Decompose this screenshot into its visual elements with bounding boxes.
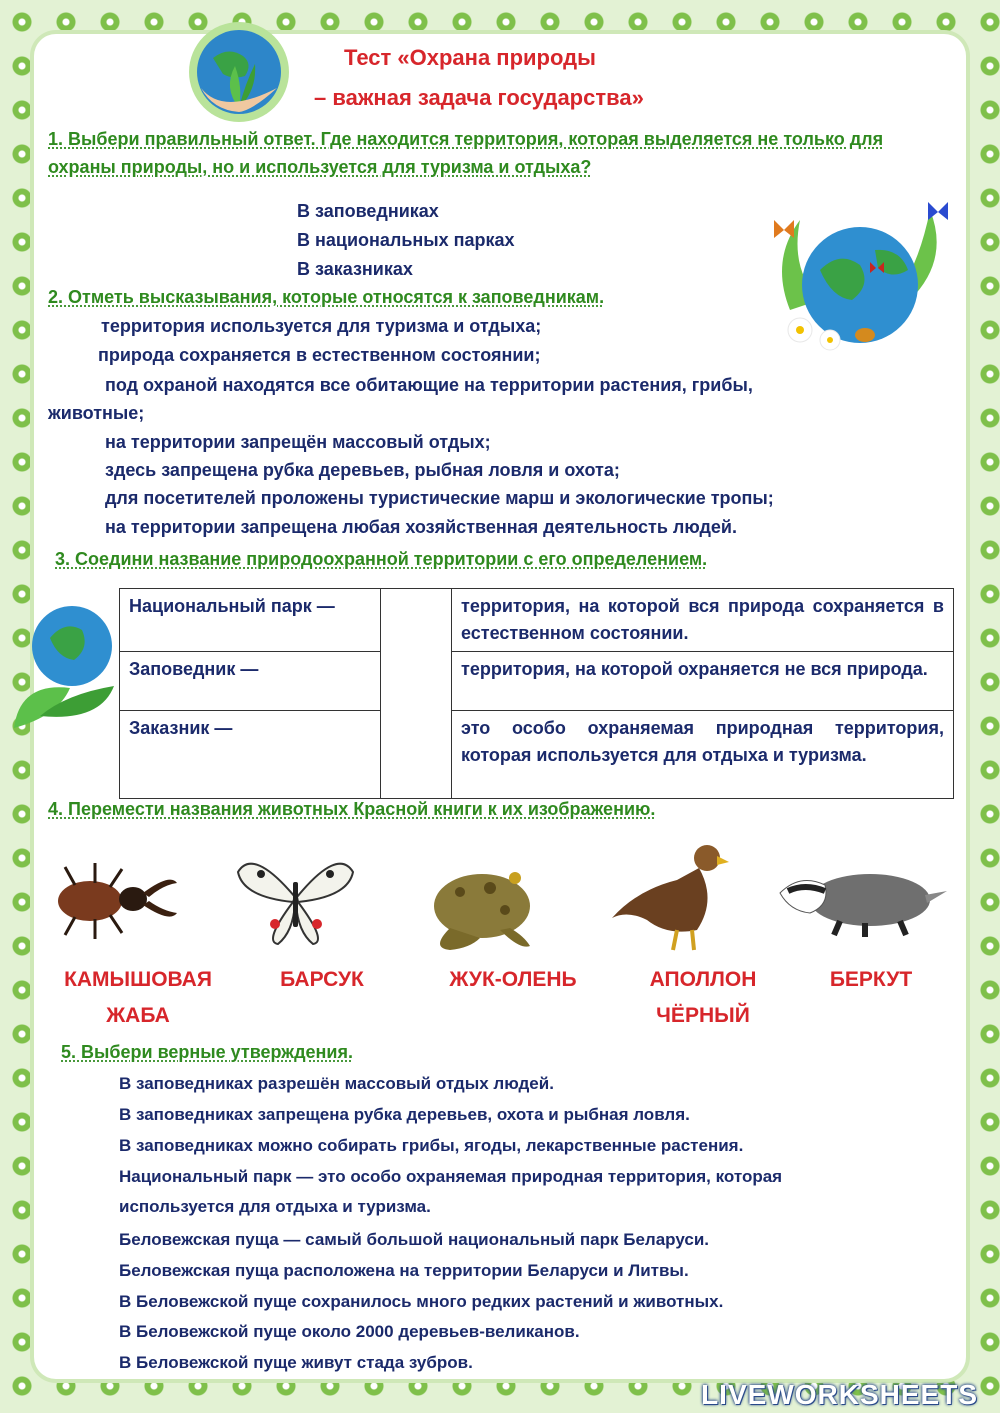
q5-statement-4[interactable]: Национальный парк — это особо охраняемая природная территория, которая bbox=[119, 1167, 783, 1186]
term-reserve[interactable]: Заповедник — bbox=[120, 652, 381, 711]
label-apollo-line-2[interactable]: ЧЁРНЫЙ bbox=[656, 1004, 750, 1027]
label-toad-line-1[interactable]: КАМЫШОВАЯ bbox=[64, 968, 212, 991]
globe-leaf-icon bbox=[10, 598, 122, 733]
q5-statement-4-cont: используется для отдыха и туризма. bbox=[119, 1197, 431, 1216]
toad-image[interactable] bbox=[420, 848, 540, 958]
q5-statement-5[interactable]: Беловежская пуща — самый большой национальный парк Беларуси. bbox=[119, 1230, 710, 1249]
q1-option-3[interactable]: В заказниках bbox=[297, 259, 413, 279]
q1-option-1[interactable]: В заповедниках bbox=[297, 201, 439, 221]
q5-statement-8[interactable]: В Беловежской пуще около 2000 деревьев-великанов. bbox=[119, 1322, 580, 1341]
label-badger[interactable]: БАРСУК bbox=[280, 968, 364, 991]
definition-3[interactable]: это особо охраняемая природная территория, которая используется для отдыха и туризма. bbox=[452, 711, 954, 799]
stag-beetle-image[interactable] bbox=[45, 853, 185, 943]
question-5: 5. Выбери верные утверждения. bbox=[61, 1042, 353, 1062]
question-1-line-2: охраны природы, но и используется для туризма и отдыха? bbox=[48, 157, 592, 177]
definition-2[interactable]: территория, на которой охраняется не вся природа. bbox=[452, 652, 954, 711]
q2-statement-2[interactable]: природа сохраняется в естественном состоянии; bbox=[98, 345, 541, 365]
definition-1[interactable]: территория, на которой вся природа сохраняется в естественном состоянии. bbox=[452, 589, 954, 652]
q5-statement-1[interactable]: В заповедниках разрешён массовый отдых людей. bbox=[119, 1074, 554, 1093]
earth-butterflies-icon bbox=[760, 190, 960, 365]
q2-statement-3-cont: животные; bbox=[48, 403, 145, 423]
q2-statement-7[interactable]: на территории запрещена любая хозяйственная деятельность людей. bbox=[105, 517, 737, 537]
q5-statement-7[interactable]: В Беловежской пуще сохранилось много редких растений и животных. bbox=[119, 1292, 724, 1311]
q1-option-2[interactable]: В национальных парках bbox=[297, 230, 515, 250]
q5-statement-3[interactable]: В заповедниках можно собирать грибы, ягоды, лекарственные растения. bbox=[119, 1136, 744, 1155]
term-national-park[interactable]: Национальный парк — bbox=[120, 589, 381, 652]
q5-statement-9[interactable]: В Беловежской пуще живут стада зубров. bbox=[119, 1353, 473, 1372]
q5-statement-2[interactable]: В заповедниках запрещена рубка деревьев, охота и рыбная ловля. bbox=[119, 1105, 690, 1124]
q2-statement-4[interactable]: на территории запрещён массовый отдых; bbox=[105, 432, 491, 452]
label-stag-beetle[interactable]: ЖУК-ОЛЕНЬ bbox=[449, 968, 577, 991]
q2-statement-3[interactable]: под охраной находятся все обитающие на территории растения, грибы, bbox=[105, 375, 753, 395]
q2-statement-6[interactable]: для посетителей проложены туристические марш и экологические тропы; bbox=[105, 488, 774, 508]
title-line-1: Тест «Охрана природы bbox=[344, 45, 596, 70]
matching-table bbox=[119, 588, 954, 799]
golden-eagle-image[interactable] bbox=[607, 840, 732, 955]
badger-image[interactable] bbox=[770, 855, 950, 940]
label-eagle[interactable]: БЕРКУТ bbox=[829, 968, 913, 991]
question-2: 2. Отметь высказывания, которые относятся к заповедникам. bbox=[48, 287, 605, 307]
q5-statement-6[interactable]: Беловежская пуща расположена на территории Беларуси и Литвы. bbox=[119, 1261, 689, 1280]
title-line-2: – важная задача государства» bbox=[314, 85, 644, 110]
apollo-butterfly-image[interactable] bbox=[233, 852, 358, 947]
term-sanctuary[interactable]: Заказник — bbox=[120, 711, 381, 799]
question-3: 3. Соедини название природоохранной территории с его определением. bbox=[55, 549, 708, 569]
q2-statement-1[interactable]: территория используется для туризма и отдыха; bbox=[101, 316, 542, 336]
question-1-line-1: 1. Выбери правильный ответ. Где находится территория, которая выделяется не только для bbox=[48, 129, 884, 149]
label-apollo-line-1[interactable]: АПОЛЛОН bbox=[649, 968, 757, 991]
eco-logo-icon bbox=[183, 18, 295, 126]
match-drop-zone[interactable] bbox=[381, 589, 452, 799]
q2-statement-5[interactable]: здесь запрещена рубка деревьев, рыбная ловля и охота; bbox=[105, 460, 620, 480]
label-toad-line-2[interactable]: ЖАБА bbox=[106, 1004, 170, 1027]
question-4: 4. Перемести названия животных Красной книги к их изображению. bbox=[48, 799, 656, 819]
liveworksheets-logo: LIVEWORKSHEETS bbox=[701, 1379, 978, 1410]
